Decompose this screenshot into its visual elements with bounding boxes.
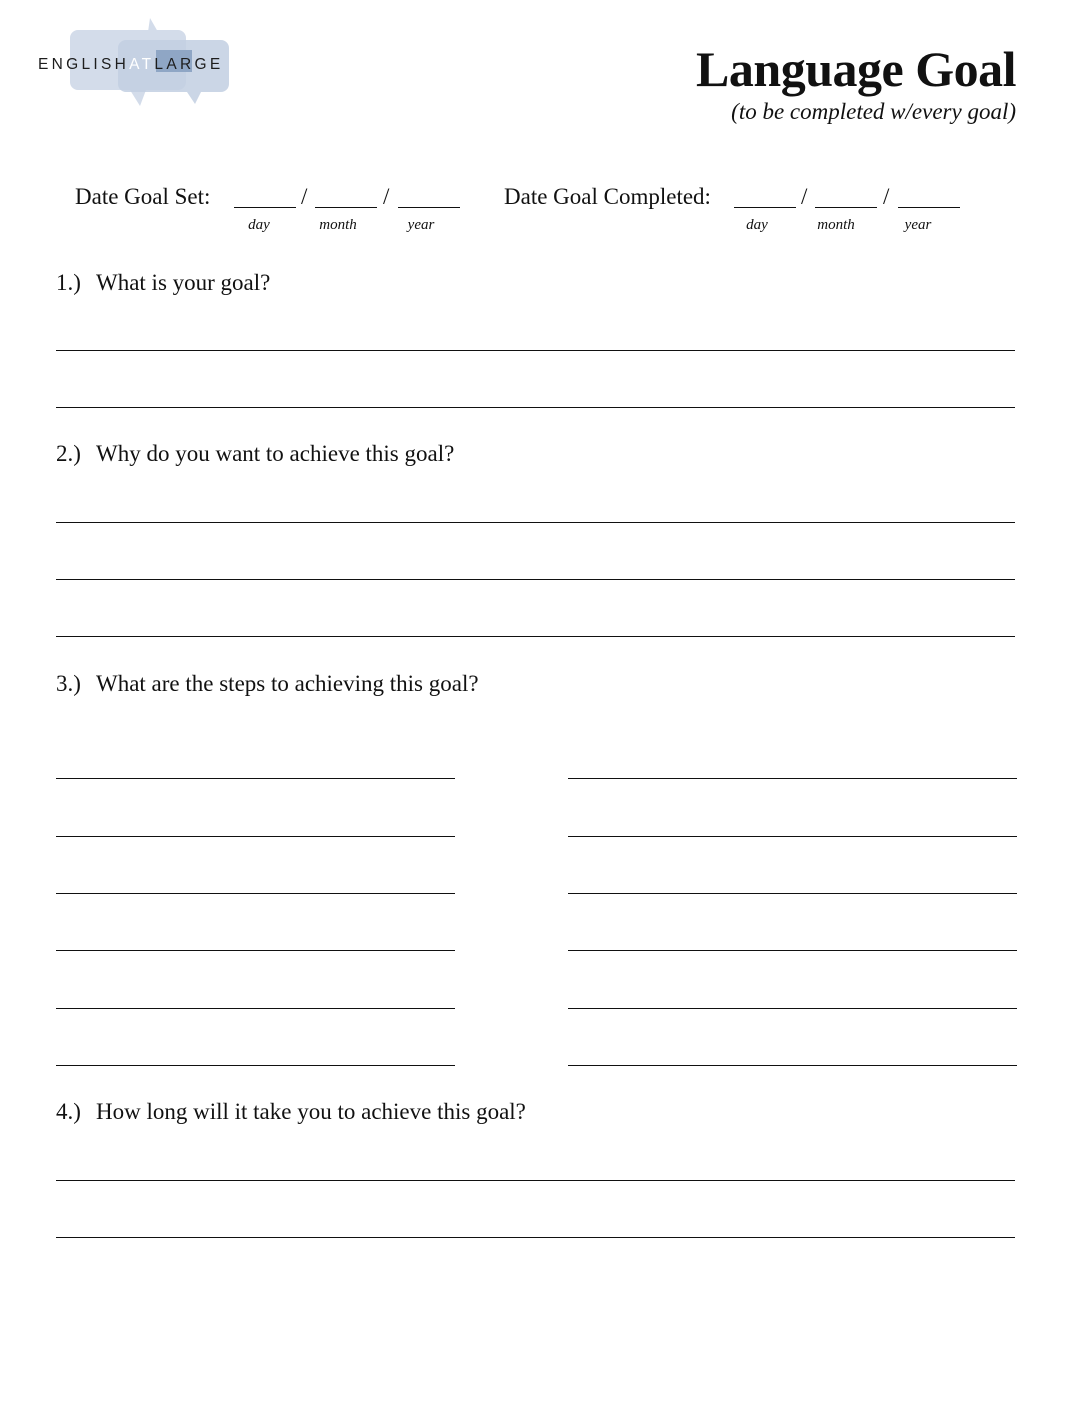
step-line-right[interactable] [568,836,1017,837]
step-line-left[interactable] [56,836,455,837]
question-text: What are the steps to achieving this goal? [96,671,479,696]
date-set-month-field[interactable] [315,207,377,208]
step-line-left[interactable] [56,893,455,894]
step-line-right[interactable] [568,778,1017,779]
answer-line[interactable] [56,636,1015,637]
date-set-year-field[interactable] [398,207,460,208]
step-line-right[interactable] [568,1008,1017,1009]
date-separator: / [883,184,890,209]
step-line-left[interactable] [56,1008,455,1009]
answer-line[interactable] [56,407,1015,408]
question-text: What is your goal? [96,270,271,295]
question-number: 4.) [56,1099,81,1124]
question-text: Why do you want to achieve this goal? [96,441,455,466]
date-goal-set-label: Date Goal Set: [75,184,211,209]
answer-line[interactable] [56,579,1015,580]
date-completed-month-caption: month [817,217,855,233]
date-completed-day-field[interactable] [734,207,796,208]
question-4 [56,1099,526,1125]
question-number: 3.) [56,671,81,696]
answer-line[interactable] [56,1180,1015,1181]
answer-line[interactable] [56,522,1015,523]
date-completed-year-caption: year [904,217,932,233]
step-line-left[interactable] [56,1065,455,1066]
question-3 [56,671,479,697]
question-number: 1.) [56,270,81,295]
question-2 [56,441,454,467]
page-subtitle: (to be completed w/every goal) [731,99,1016,124]
logo-wordmark: ENGLISHATLARGE [38,56,224,73]
question-1 [56,270,270,296]
date-completed-month-field[interactable] [815,207,877,208]
step-line-right[interactable] [568,893,1017,894]
logo-at-text: AT [129,56,155,73]
page-title: Language Goal [696,41,1016,97]
date-separator: / [301,184,308,209]
date-set-year-caption: year [407,217,435,233]
date-separator: / [801,184,808,209]
step-line-right[interactable] [568,950,1017,951]
answer-line[interactable] [56,350,1015,351]
date-completed-year-field[interactable] [898,207,960,208]
date-set-day-caption: day [248,217,270,233]
question-number: 2.) [56,441,81,466]
date-set-month-caption: month [319,217,357,233]
date-set-day-field[interactable] [234,207,296,208]
step-line-left[interactable] [56,778,455,779]
answer-line[interactable] [56,1237,1015,1238]
date-completed-day-caption: day [746,217,768,233]
step-line-left[interactable] [56,950,455,951]
english-at-large-logo [38,18,298,113]
step-line-right[interactable] [568,1065,1017,1066]
date-goal-completed-label: Date Goal Completed: [504,184,711,209]
question-text: How long will it take you to achieve this goal? [96,1099,526,1124]
date-separator: / [383,184,390,209]
